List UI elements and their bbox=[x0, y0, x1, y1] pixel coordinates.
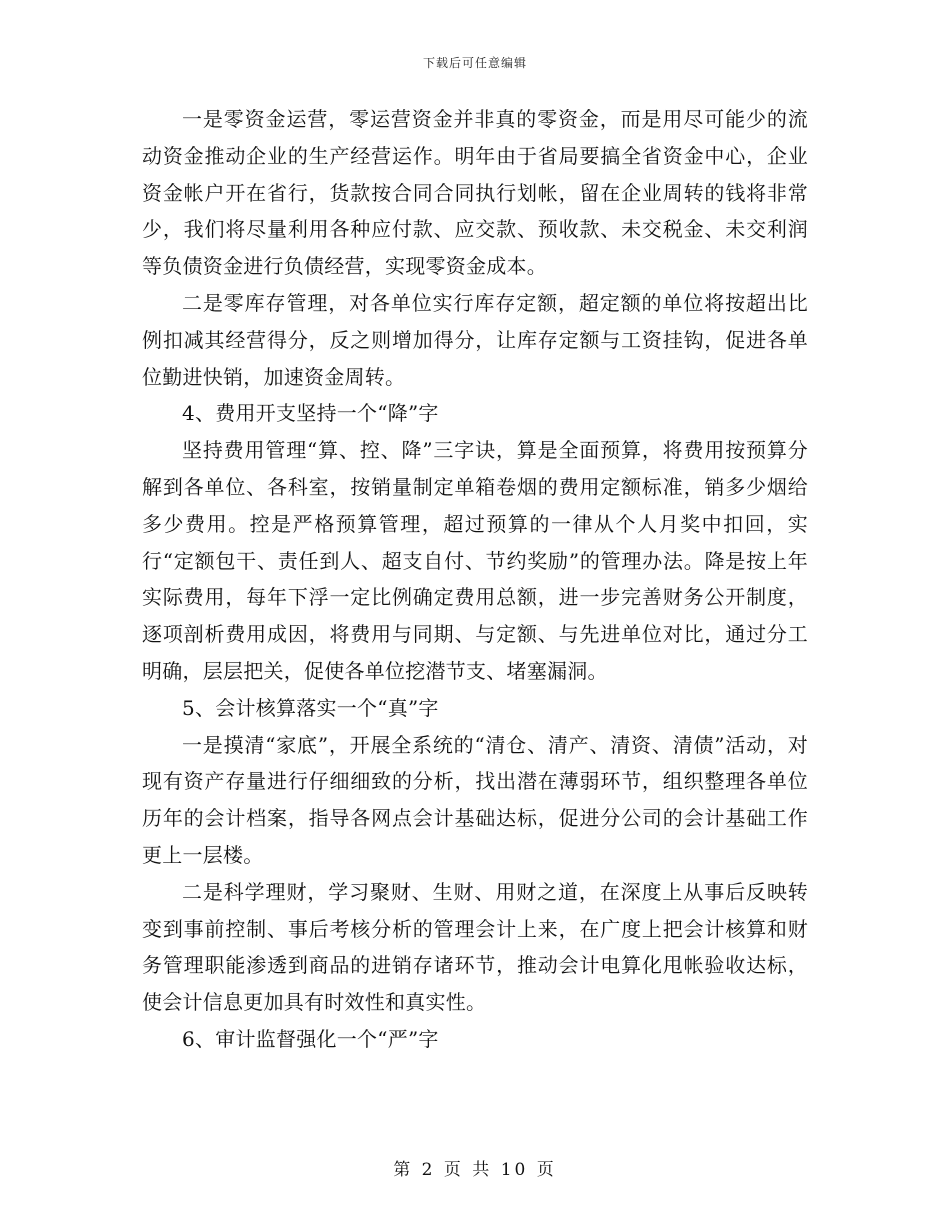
paragraph-zero-capital: 一是零资金运营，零运营资金并非真的零资金，而是用尽可能少的流动资金推动企业的生产经营运作。明年由于省局要搞全省资金中心，企业资金帐户开在省行，货款按合同合同执行划帐，留在企业周转的钱将非常少，我们将尽量利用各种应付款、应交款、预收款、未交税金、未交利润等负债资金进行负债经营，实现零资金成本。 bbox=[142, 107, 808, 279]
document-body bbox=[142, 101, 808, 1058]
paragraph-zero-inventory: 二是零库存管理，对各单位实行库存定额，超定额的单位将按超出比例扣减其经营得分，反之则增加得分，让库存定额与工资挂钩，促进各单位勤进快销，加速资金周转。 bbox=[142, 290, 808, 389]
paragraph-assets-check: 一是摸清“家底”，开展全系统的“清仓、清产、清资、清债”活动，对现有资产存量进行仔细细致的分析，找出潜在薄弱环节，组织整理各单位历年的会计档案，指导各网点会计基础达标，促进分公司的会计基础工作更上一层楼。 bbox=[142, 732, 808, 867]
paragraph-expense-management: 坚持费用管理“算、控、降”三字诀，算是全面预算，将费用按预算分解到各单位、各科室，按销量制定单箱卷烟的费用定额标准，销多少烟给多少费用。控是严格预算管理，超过预算的一律从个人月奖中扣回，实行“定额包干、责任到人、超支自付、节约奖励”的管理办法。降是按上年实际费用，每年下浮一定比例确定费用总额，进一步完善财务公开制度，逐项剖析费用成因，将费用与同期、与定额、与先进单位对比，通过分工明确，层层把关，促使各单位挖潜节支、堵塞漏洞。 bbox=[142, 438, 808, 683]
section-heading-expense: 4、费用开支坚持一个“降”字 bbox=[182, 401, 439, 426]
section-heading-audit: 6、审计监督强化一个“严”字 bbox=[182, 1026, 439, 1051]
section-heading-accounting: 5、会计核算落实一个“真”字 bbox=[182, 695, 439, 720]
paragraph-scientific-finance: 二是科学理财，学习聚财、生财、用财之道，在深度上从事后反映转变到事前控制、事后考核分析的管理会计上来，在广度上把会计核算和财务管理职能渗透到商品的进销存诸环节，推动会计电算化甩帐验收达标，使会计信息更加具有时效性和真实性。 bbox=[142, 879, 808, 1015]
page-header: 下载后可任意编辑 bbox=[422, 56, 527, 70]
page-footer: 第 2 页 共 10 页 bbox=[393, 1160, 557, 1180]
